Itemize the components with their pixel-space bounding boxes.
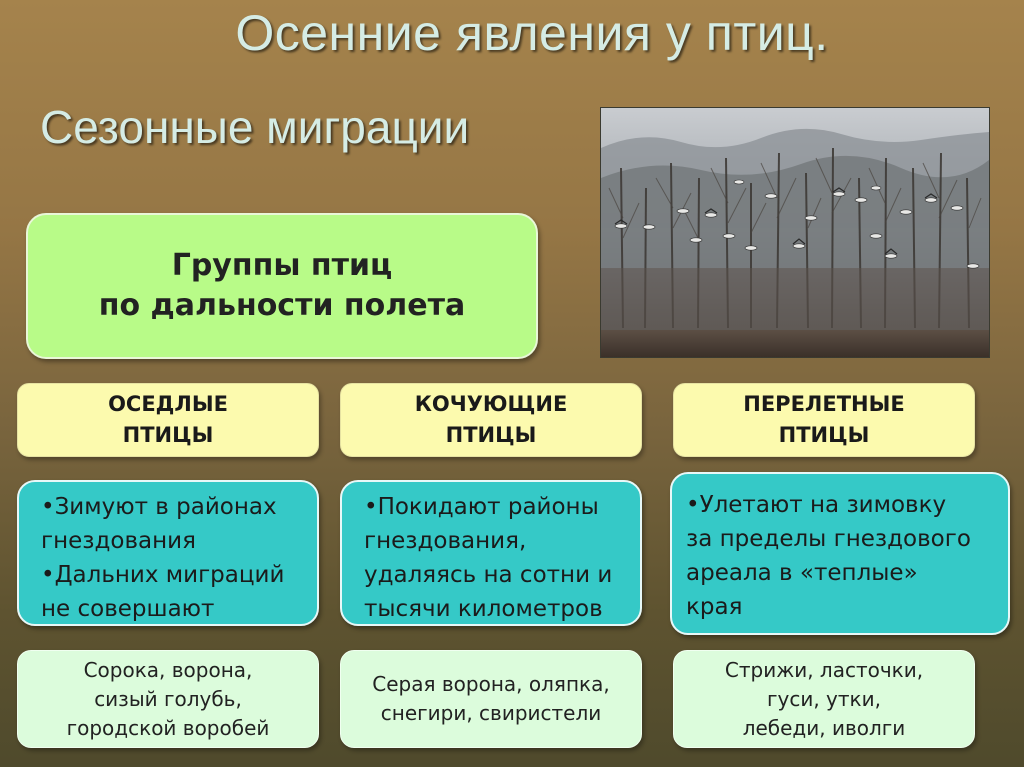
example-line: городской воробей [66,715,270,740]
example-line: сизый голубь, [94,686,242,711]
description-line: края [686,594,743,620]
description-migratory [670,472,1010,635]
description-line: за пределы гнездового [686,526,971,552]
description-line: •Покидают районы [364,494,599,520]
example-line: Серая ворона, оляпка, [372,672,610,696]
category-label: ПТИЦЫ [122,423,214,447]
main-box-line-1: Группы птиц [171,248,393,283]
category-nomadic [340,383,642,457]
description-line: ареала в «теплые» [686,560,918,586]
flock-of-birds-over-forest-photo [601,108,989,357]
description-sedentary [17,480,319,626]
example-line: снегири, свиристели [380,701,602,725]
example-line: лебеди, иволги [742,715,906,740]
examples-sedentary [17,650,319,748]
description-nomadic [340,480,642,626]
description-line: гнездования, [364,528,527,554]
slide-title: Осенние явления у птиц. [235,5,829,61]
category-label: ПТИЦЫ [445,423,537,447]
category-sedentary [17,383,319,457]
example-line: Сорока, ворона, [83,657,253,682]
description-line: •Улетают на зимовку [686,492,947,518]
description-line: не совершают [41,596,215,622]
category-label: КОЧУЮЩИЕ [414,392,568,416]
description-line: •Дальних миграций [41,562,285,588]
category-label: ПЕРЕЛЕТНЫЕ [743,392,905,416]
examples-migratory [673,650,975,748]
description-line: •Зимуют в районах [41,494,277,520]
description-line: удаляясь на сотни и [364,562,613,588]
category-migratory [673,383,975,457]
description-line: гнездования [41,528,196,554]
example-line: Стрижи, ласточки, [724,657,924,682]
slide-subtitle: Сезонные миграции [40,101,470,153]
examples-nomadic [340,650,642,748]
description-line: тысячи километров [364,596,603,622]
birds-migration-photo [600,107,990,358]
bird-groups-heading-box [26,213,538,359]
main-box-line-2: по дальности полета [98,288,466,323]
category-label: ОСЕДЛЫЕ [108,392,228,416]
category-label: ПТИЦЫ [778,423,870,447]
example-line: гуси, утки, [767,686,881,711]
